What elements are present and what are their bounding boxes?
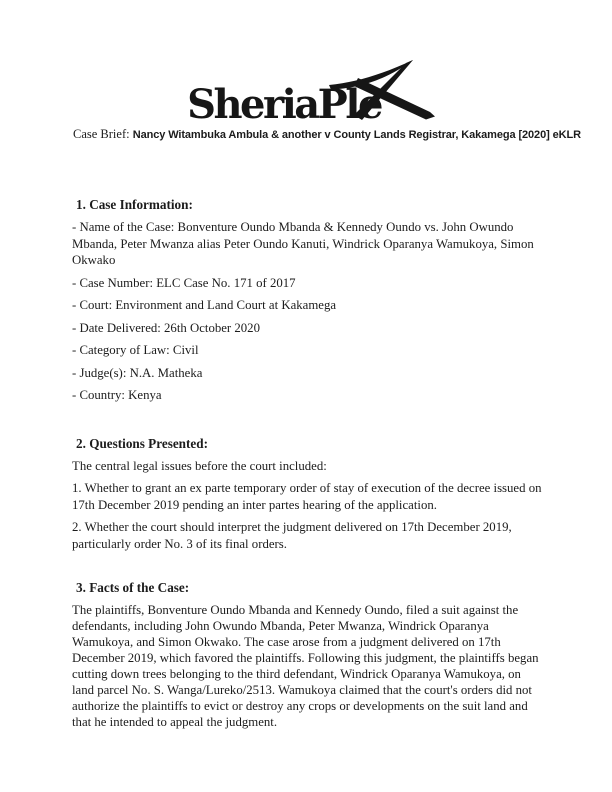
section-heading-case-information: 1. Case Information:: [76, 197, 193, 212]
section-heading-facts-of-the-case: 3. Facts of the Case:: [76, 580, 190, 595]
question-1: 1. Whether to grant an ex parte temporary order of stay of execution of the decree issued on 17th December 2019 pending an inter partes hearing of the application.: [72, 481, 542, 512]
document-body: [72, 196, 546, 730]
case-brief-title: Nancy Witambuka Ambula & another v County Lands Registrar, Kakamega [2020] eKLR: [132, 129, 581, 141]
case-info-court: - Court: Environment and Land Court at Kakamega: [72, 298, 337, 312]
section-heading-questions-presented: 2. Questions Presented:: [76, 435, 208, 451]
case-info-case-number: - Case Number: ELC Case No. 171 of 2017: [72, 275, 296, 290]
questions-intro: The central legal issues before the court included:: [72, 458, 327, 473]
case-brief-label: Case Brief:: [73, 127, 130, 141]
logo-wordmark: SheriaPle: [187, 81, 381, 128]
case-brief-line: [73, 127, 592, 142]
case-info-date-delivered: - Date Delivered: 26th October 2020: [72, 320, 260, 335]
case-info-judges: - Judge(s): N.A. Matheka: [72, 365, 203, 380]
sheriaplex-logo: [0, 58, 612, 128]
case-info-category-of-law: - Category of Law: Civil: [72, 343, 199, 357]
case-info-name-of-case: - Name of the Case: Bonventure Oundo Mbanda & Kennedy Oundo vs. John Owundo Mbanda, Peter Mwanza alias Peter Oundo Kanuti, Windrick Oparanya Wamukoya, Simon Okwako: [72, 220, 534, 267]
case-info-country: - Country: Kenya: [72, 388, 162, 402]
facts-paragraph: The plaintiffs, Bonventure Oundo Mbanda and Kennedy Oundo, filed a suit against the defendants, including John Owundo Mbanda, Peter Mwanza, Windrick Oparanya Wamukoya, and Simon Okwako. The case arose from a judgment delivered on 17th December 2019, which favored the plaintiffs. Following this judgment, the plaintiffs began cutting down trees belonging to the third defendant, Windrick Oparanya Wamukoya, on land parcel No. S. Wanga/Lureko/2513. Wamukoya claimed that the court's orders did not authorize the plaintiffs to evict or destroy any crops or developments on the suit land and that he intended to appeal the judgment.: [72, 603, 539, 729]
question-2: 2. Whether the court should interpret the judgment delivered on 17th December 2019, particularly order No. 3 of its final orders.: [72, 520, 512, 551]
